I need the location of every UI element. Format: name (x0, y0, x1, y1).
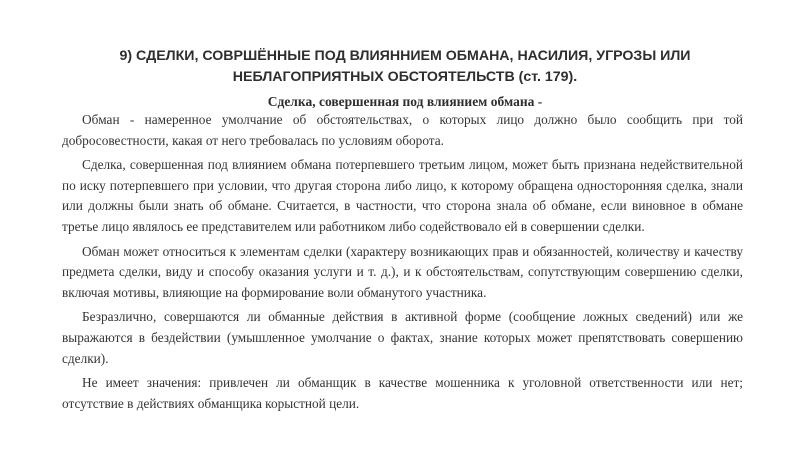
paragraph-form: Безразлично, совершаются ли обманные действия в активной форме (сообщение ложных сведений) или же выражаются в бездействии (умышленное умолчание о фактах, знание которых может препятствовать совершению сделки). (62, 309, 743, 366)
page-title: 9) СДЕЛКИ, СОВРШЁННЫЕ ПОД ВЛИЯННИЕМ ОБМАНА, НАСИЛИЯ, УГРОЗЫ ИЛИ НЕБЛАГОПРИЯТНЫХ ОБСТОЯТЕЛЬСТВ (ст. 179). (119, 48, 691, 85)
paragraph-definition: Обман - намеренное умолчание об обстоятельствах, о которых лицо должно было сообщить при той добросовестности, какая от него требовалась по условиям оборота. (62, 112, 743, 148)
section-subtitle: Сделка, совершенная под влиянием обмана - (267, 94, 543, 109)
paragraph-elements: Обман может относиться к элементам сделки (характеру возникающих прав и обязанностей, количеству и качеству предмета сделки, виду и способу оказания услуги и т. д.), и к обстоятельствам, сопутствующим совершению сделки, включая мотивы, влияющие на формирование воли обманутого участника. (62, 243, 743, 300)
paragraph-third-party: Сделка, совершенная под влиянием обмана потерпевшего третьим лицом, может быть признана недействительной по иску потерпевшего при условии, что другая сторона либо лицо, к которому обращена односторонняя сделка, знали или должны были знать об обмане. Считается, в частности, что сторона знала об обмане, если виновное в обмане третье лицо являлось ее представителем или работником либо содействовало ей в совершении сделки. (62, 157, 743, 234)
body-text (62, 110, 743, 418)
paragraph-irrelevance: Не имеет значения: привлечен ли обманщик в качестве мошенника к уголовной ответственности или нет; отсутствие в действиях обманщика корыстной цели. (62, 375, 743, 411)
